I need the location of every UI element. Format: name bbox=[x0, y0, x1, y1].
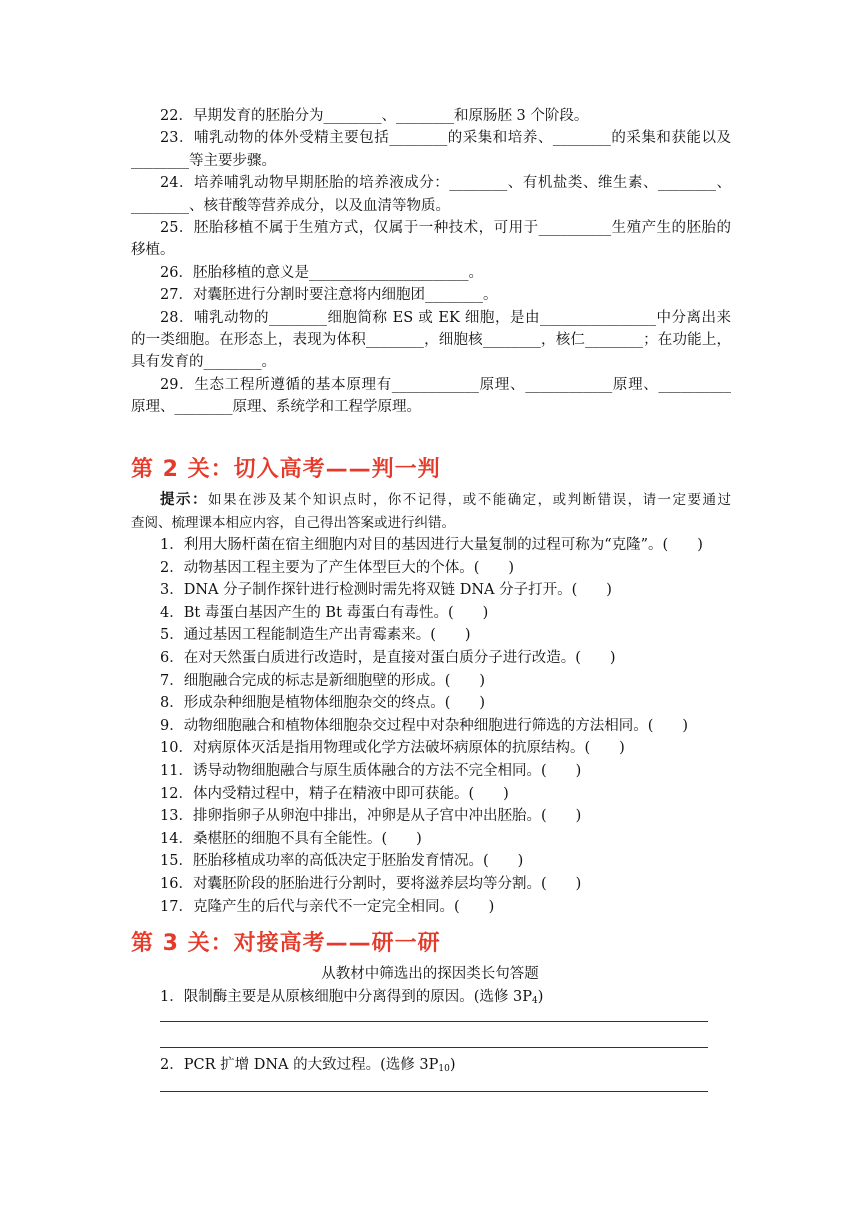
judgment-item: 17．克隆产生的后代与亲代不一定完全相同。( ) bbox=[160, 898, 495, 915]
judgment-item: 11．诱导动物细胞融合与原生质体融合的方法不完全相同。( ) bbox=[160, 763, 582, 779]
question-2 bbox=[160, 1054, 731, 1080]
judgment-item: 3．DNA 分子制作探针进行检测时需先将双链 DNA 分子打开。( ) bbox=[160, 582, 612, 599]
answer-line-2[interactable] bbox=[160, 1047, 708, 1048]
fill-line: 28．哺乳动物的________细胞简称 ES 或 EK 细胞，是由________________中分离出来 bbox=[160, 309, 731, 326]
fill-line: 的一类细胞。在形态上，表现为体积________，细胞核________，核仁________；在功能上， bbox=[131, 332, 731, 348]
fill-line: 具有发育的________。 bbox=[131, 354, 276, 371]
answer-line-1[interactable] bbox=[160, 1021, 708, 1022]
judgment-item: 16．对囊胚阶段的胚胎进行分割时，要将滋养层均等分割。( ) bbox=[160, 876, 582, 892]
fill-line: 25．胚胎移植不属于生殖方式，仅属于一种技术，可用于__________生殖产生的胚胎的 bbox=[160, 220, 731, 236]
judgment-item: 13．排卵指卵子从卵泡中排出，冲卵是从子宫中冲出胚胎。( ) bbox=[160, 808, 582, 825]
fill-line: ________、核苷酸等营养成分，以及血清等物质。 bbox=[131, 197, 450, 214]
section-3-title: 第 3 关：对接高考——研一研 bbox=[131, 931, 441, 956]
judgment-item: 15．胚胎移植成功率的高低决定于胚胎发育情况。( ) bbox=[160, 853, 524, 870]
fill-line: 26．胚胎移植的意义是______________________。 bbox=[160, 264, 483, 281]
fill-line: 27．对囊胚进行分割时要注意将内细胞团________。 bbox=[160, 287, 498, 304]
judgment-item: 8．形成杂种细胞是植物体细胞杂交的终点。( ) bbox=[160, 695, 486, 712]
section-2-title: 第 2 关：切入高考——判一判 bbox=[131, 457, 441, 482]
question-1-text: 1．限制酶主要是从原核细胞中分离得到的原因。(选修 3P bbox=[160, 989, 532, 1005]
question-2-text: 2．PCR 扩增 DNA 的大致过程。(选修 3P bbox=[160, 1057, 439, 1073]
judgment-item: 4．Bt 毒蛋白基因产生的 Bt 毒蛋白有毒性。( ) bbox=[160, 604, 489, 621]
question-1-page-sub: 4 bbox=[531, 996, 538, 1006]
judgment-item: 5．通过基因工程能制造生产出青霉素来。( ) bbox=[160, 627, 471, 644]
judgment-item: 10．对病原体灭活是指用物理或化学方法破坏病原体的抗原结构。( ) bbox=[160, 740, 625, 757]
question-1 bbox=[160, 986, 731, 1012]
judgment-item: 2．动物基因工程主要为了产生体型巨大的个体。( ) bbox=[160, 559, 515, 576]
fill-line: 原理、________原理、系统学和工程学原理。 bbox=[131, 399, 421, 416]
fill-line: 23．哺乳动物的体外受精主要包括________的采集和培养、________的采集和获能以及 bbox=[160, 130, 731, 147]
tip-line-2 bbox=[131, 512, 731, 534]
fill-line: ________等主要步骤。 bbox=[131, 152, 276, 169]
answer-line-3[interactable] bbox=[160, 1091, 708, 1092]
judgment-item: 14．桑椹胚的细胞不具有全能性。( ) bbox=[160, 830, 422, 847]
question-2-page-sub: 10 bbox=[438, 1064, 450, 1074]
fill-line: 22．早期发育的胚胎分为________、________和原肠胚 3 个阶段。 bbox=[160, 108, 589, 124]
judgment-item: 9．动物细胞融合和植物体细胞杂交过程中对杂种细胞进行筛选的方法相同。( ) bbox=[160, 717, 689, 734]
section-3-subtitle: 从教材中筛选出的探因类长句答题 bbox=[321, 966, 539, 982]
fill-line: 移植。 bbox=[131, 242, 175, 259]
judgment-item: 6．在对天然蛋白质进行改造时，是直接对蛋白质分子进行改造。( ) bbox=[160, 650, 616, 666]
question-1-end: ) bbox=[537, 989, 544, 1005]
tip-line-1 bbox=[160, 489, 731, 511]
tip-text-1: 如果在涉及某个知识点时，你不记得，或不能确定，或判断错误，请一定要通过 bbox=[207, 492, 732, 508]
fill-line: 24．培养哺乳动物早期胚胎的培养液成分：________、有机盐类、维生素、________、 bbox=[160, 175, 731, 192]
judgment-item: 7．细胞融合完成的标志是新细胞壁的形成。( ) bbox=[160, 672, 486, 689]
fill-line: 29．生态工程所遵循的基本原理有____________原理、____________原理、__________ bbox=[160, 376, 731, 393]
tip-label: 提示： bbox=[160, 491, 208, 508]
judgment-item: 1．利用大肠杆菌在宿主细胞内对目的基因进行大量复制的过程可称为“克隆”。( ) bbox=[160, 537, 703, 553]
tip-text-2: 查阅、梳理课本相应内容，自己得出答案或进行纠错。 bbox=[131, 515, 455, 531]
judgment-item: 12．体内受精过程中，精子在精液中即可获能。( ) bbox=[160, 785, 509, 802]
question-2-end: ) bbox=[449, 1057, 456, 1073]
